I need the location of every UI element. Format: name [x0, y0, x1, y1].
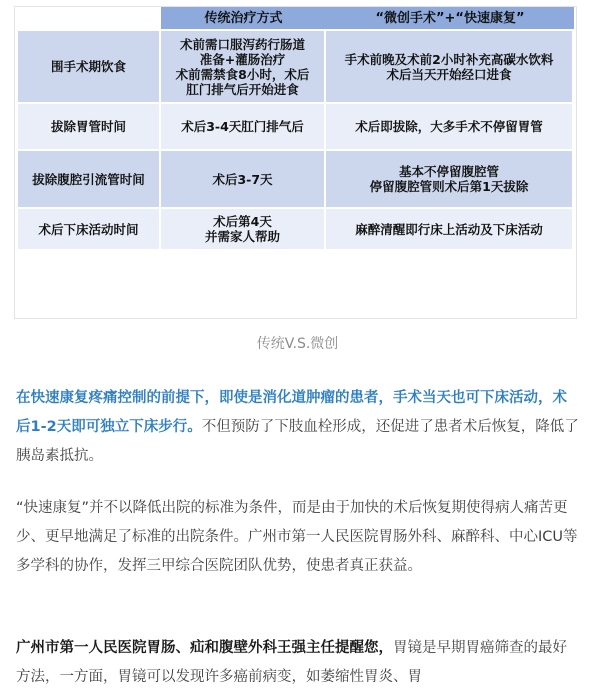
comparison-figure	[14, 6, 577, 319]
table-header-row	[18, 7, 574, 31]
cell-line: 术后即拔除，大多手术不停留胃管	[355, 119, 543, 134]
row-label: 围手术期饮食	[18, 31, 161, 104]
table-row-drain-tube	[18, 151, 574, 209]
cell-line: 术前需禁食8小时，术后	[175, 66, 310, 82]
cell-line: 停留腹腔管则术后第1天拔除	[369, 179, 529, 194]
cell-line: 基本不停留腹腔管	[398, 164, 499, 179]
row-label: 拔除胃管时间	[18, 104, 161, 151]
cell-line: 术后3-4天肛门排气后	[181, 119, 304, 134]
cell-fast-track	[326, 209, 574, 251]
cell-line: 手术前晚及术前2小时补充高碳水饮料	[344, 51, 554, 67]
paragraph-highlight: 在快速康复疼痛控制的前提下，即使是消化道肿瘤的患者，手术当天也可下床活动，术后1-2天即可独立下床步行。	[16, 390, 567, 435]
row-label: 拔除腹腔引流管时间	[18, 151, 161, 209]
table-header-traditional: 传统治疗方式	[161, 7, 326, 31]
cell-line: 术后当天开始经口进食	[386, 66, 512, 82]
table-header-fast-track: “微创手术”+“快速康复”	[326, 7, 574, 31]
cell-line: 术后3-7天	[212, 171, 273, 187]
cell-line: 肛门排气后开始进食	[186, 81, 299, 97]
cell-traditional	[161, 104, 326, 151]
table-row-diet	[18, 31, 574, 104]
cell-line: 并需家人帮助	[204, 229, 280, 244]
paragraph-doctor-reminder	[16, 634, 579, 692]
cell-fast-track	[326, 31, 574, 104]
figure-caption: 传统V.S.微创	[256, 336, 339, 352]
cell-traditional	[161, 31, 326, 104]
cell-traditional	[161, 151, 326, 209]
paragraph-discharge-standard: “快速康复”并不以降低出院的标准为条件，而是由于加快的术后恢复期使得病人痛苦更少、更早地满足了标准的出院条件。广州市第一人民医院胃肠外科、麻醉科、中心ICU等多学科的协作，发挥三甲综合医院团队优势，使患者真正获益。	[16, 500, 578, 574]
cell-line: 术前需口服泻药行肠道	[179, 36, 305, 52]
row-label: 术后下床活动时间	[18, 209, 161, 251]
table-header-corner	[18, 7, 161, 31]
cell-line: 准备+灌肠治疗	[199, 51, 286, 67]
paragraph-text: 胃镜是早期胃癌筛查的最好方法，一方面，胃镜可以发现许多癌前病变，如萎缩性胃炎、胃	[16, 640, 567, 685]
cell-line: 术后第4天	[213, 214, 272, 229]
paragraph-early-ambulation	[16, 384, 579, 471]
cell-traditional	[161, 209, 326, 251]
table-row-gastric-tube	[18, 104, 574, 151]
cell-fast-track	[326, 151, 574, 209]
comparison-table	[18, 7, 574, 251]
cell-line: 麻醉清醒即行床上活动及下床活动	[355, 221, 543, 237]
cell-fast-track	[326, 104, 574, 151]
paragraph-text: 不但预防了下肢血栓形成，还促进了患者术后恢复，降低了胰岛素抵抗。	[16, 419, 579, 464]
table-row-ambulation	[18, 209, 574, 251]
paragraph-highlight: 广州市第一人民医院胃肠、疝和腹壁外科王强主任提醒您，	[16, 640, 393, 656]
